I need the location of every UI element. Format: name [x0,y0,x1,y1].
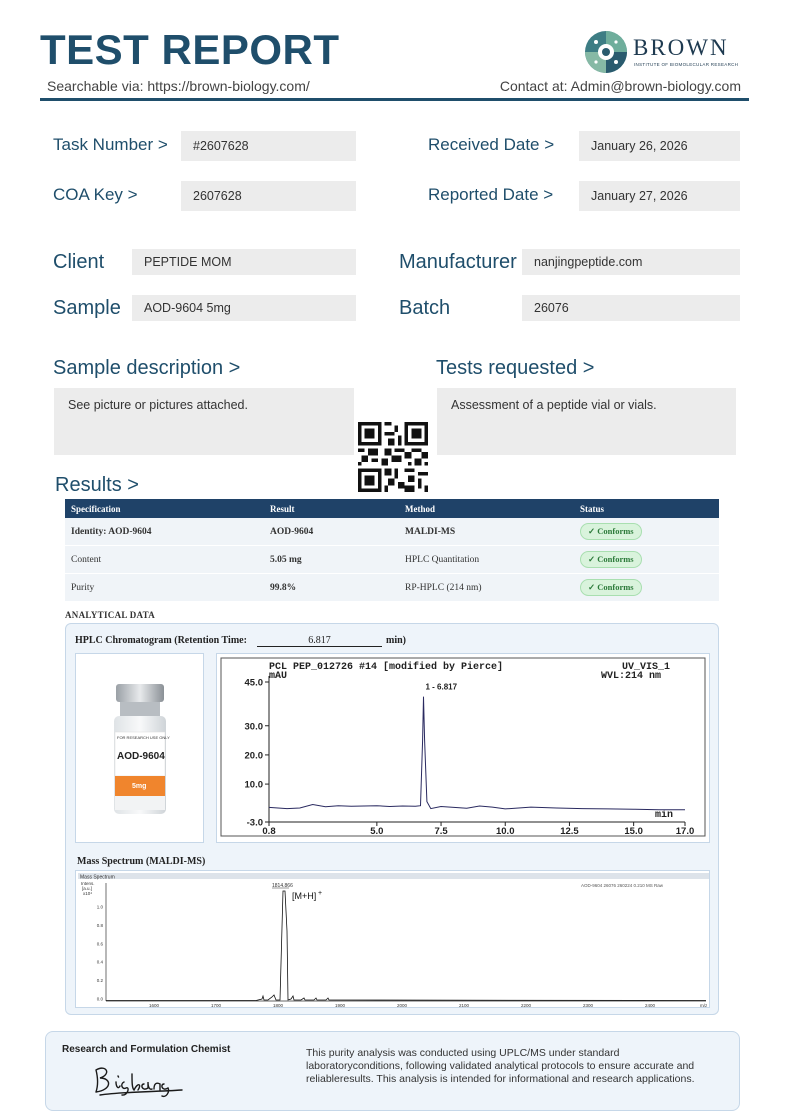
status-badge: ✓ Conforms [580,579,642,596]
logo-name: BROWN [633,35,729,60]
ms-y-tick-label: 1.0 [96,904,103,910]
chrom-y-tick-label: 45.0 [244,677,263,689]
client-value: PEPTIDE MOM [132,249,356,275]
tests-requested-text: Assessment of a peptide vial or vials. [437,388,736,455]
report-title: TEST REPORT [40,26,340,73]
chrom-x-tick-label: 5.0 [370,826,384,837]
coa-key-value: 2607628 [181,181,356,211]
table-row [65,546,719,574]
ms-x-tick-label: 2000 [396,1003,408,1008]
mass-spectrum [75,870,710,1008]
chrom-header-right: UV_VIS_1 [622,662,671,673]
ms-y-unit: [a.u.] [82,886,93,891]
table-row [65,518,719,546]
ms-x-tick-label: 1900 [334,1003,346,1008]
vial-icon [76,654,205,844]
chrom-y-tick-label: 10.0 [244,779,263,791]
logo-subtitle: INSTITUTE OF BIOMOLECULAR RESEARCH [634,62,739,67]
ms-x-tick-label: 1700 [210,1003,222,1008]
retention-time-value: 6.817 [257,635,382,647]
qr-code-icon[interactable] [358,422,428,492]
row-spec: Content [71,554,102,565]
chrom-x-tick-label: 12.5 [560,826,579,837]
row-method: RP-HPLC (214 nm) [405,582,482,593]
chrom-y-tick-label: 20.0 [244,750,263,762]
chrom-x-unit: min [655,810,674,821]
ms-y-tick-label: 0.6 [96,941,103,947]
tests-requested-heading: Tests requested > [436,357,595,379]
chrom-y-tick-label: -3.0 [246,817,263,829]
chrom-x-tick-label: 17.0 [675,826,695,837]
ms-peak-mass: 1814.866 [272,883,293,889]
row-spec: Identity: AOD-9604 [71,526,152,537]
ms-y-tick-label: 0.0 [96,996,103,1002]
ms-y-label: Intens. [81,881,95,886]
chrom-wvl: WVL:214 nm [601,671,662,682]
status-badge: ✓ Conforms [580,523,642,540]
received-date-value: January 26, 2026 [579,131,740,161]
mass-spectrum-title: Mass Spectrum (MALDI-MS) [77,856,206,867]
manufacturer-label: Manufacturer [399,251,517,273]
ms-x-tick-label: 2200 [520,1003,532,1008]
disclaimer-text: This purity analysis was conducted using UPLC/MS under standard laboratoryconditions, following validated analytical protocols to ensure accurate and reliableresults. This analysis is intended for informational and research applications. [306,1047,695,1085]
ms-peak-label: [M+H] [292,891,317,901]
row-result: 5.05 mg [270,554,302,565]
task-number-label: Task Number > [53,135,168,154]
column-header-specification: Specification [71,503,121,514]
results-table [65,499,719,602]
chemist-title: Research and Formulation Chemist [62,1044,231,1055]
ms-y-tick-label: 0.2 [96,978,103,984]
chrom-y-tick-label: 30.0 [244,721,263,733]
results-heading: Results > [55,474,139,496]
chrom-header-left: PCL PEP_012726 #14 [modified by Pierce] [269,662,504,673]
ms-peak-superscript: + [318,890,323,897]
ms-x-tick-label: 2100 [458,1003,470,1008]
ms-x-tick-label: 2300 [582,1003,594,1008]
ms-y-tick-label: 0.4 [96,959,103,965]
sample-label: Sample [53,297,121,319]
hplc-chromatogram [216,653,710,843]
results-table-header [65,499,719,518]
ms-x-tick-label: 2400 [644,1003,656,1008]
table-row [65,574,719,602]
vial-photo [75,653,204,843]
row-method: HPLC Quantitation [405,554,480,565]
signature-icon [90,1062,190,1098]
ms-y-tick-label: 0.8 [96,922,103,928]
column-header-method: Method [405,503,435,514]
row-result: 99.8% [270,582,297,593]
chrom-x-tick-label: 10.0 [495,826,515,837]
searchable-url[interactable]: Searchable via: https://brown-biology.com/ [47,78,310,94]
task-number-value: #2607628 [181,131,356,161]
sample-description-text: See picture or pictures attached. [54,388,354,455]
ms-spectrum-line [106,891,706,1001]
received-date-label: Received Date > [428,135,555,154]
vial-brand-text: FOR RESEARCH USE ONLY [117,735,170,740]
chrom-x-tick-label: 15.0 [624,826,643,837]
batch-value: 26076 [522,295,740,321]
retention-time-unit: min) [386,635,406,646]
mass-spectrum-chart [76,871,711,1009]
header-divider [40,98,749,101]
sample-value: AOD-9604 5mg [132,295,356,321]
batch-label: Batch [399,297,451,319]
reported-date-label: Reported Date > [428,185,554,204]
ms-y-scale: x10⁴ [83,891,93,896]
column-header-result: Result [270,503,295,514]
coa-key-label: COA Key > [53,185,138,204]
hplc-chart [217,654,711,844]
status-badge: ✓ Conforms [580,551,642,568]
ms-header-right: AOD-9604 26076 260224 0.210 MS Raw [581,883,664,888]
column-header-status: Status [580,503,605,514]
row-method: MALDI-MS [405,526,456,537]
client-label: Client [53,251,105,273]
chrom-x-tick-label: 0.8 [262,826,276,837]
chrom-x-tick-label: 7.5 [434,826,448,837]
ms-x-tick-label: 1600 [148,1003,160,1008]
ms-x-unit: m/z [700,1003,708,1008]
sample-description-heading: Sample description > [53,357,241,379]
brown-logo-icon [584,30,628,74]
ms-x-tick-label: 1800 [272,1003,284,1008]
vial-dose-text: 5mg [132,783,147,790]
vial-product-text: AOD-9604 [117,751,165,762]
row-result: AOD-9604 [270,526,314,537]
contact-email[interactable]: Contact at: Admin@brown-biology.com [499,78,741,94]
ms-header-left: Mass Spectrum [80,874,115,881]
chrom-y-unit: mAU [269,671,288,682]
analytical-data-heading: ANALYTICAL DATA [65,610,156,620]
manufacturer-value: nanjingpeptide.com [522,249,740,275]
row-spec: Purity [71,582,95,593]
chrom-peak-label: 1 - 6.817 [425,682,458,692]
hplc-title: HPLC Chromatogram (Retention Time: [75,635,247,646]
reported-date-value: January 27, 2026 [579,181,740,211]
